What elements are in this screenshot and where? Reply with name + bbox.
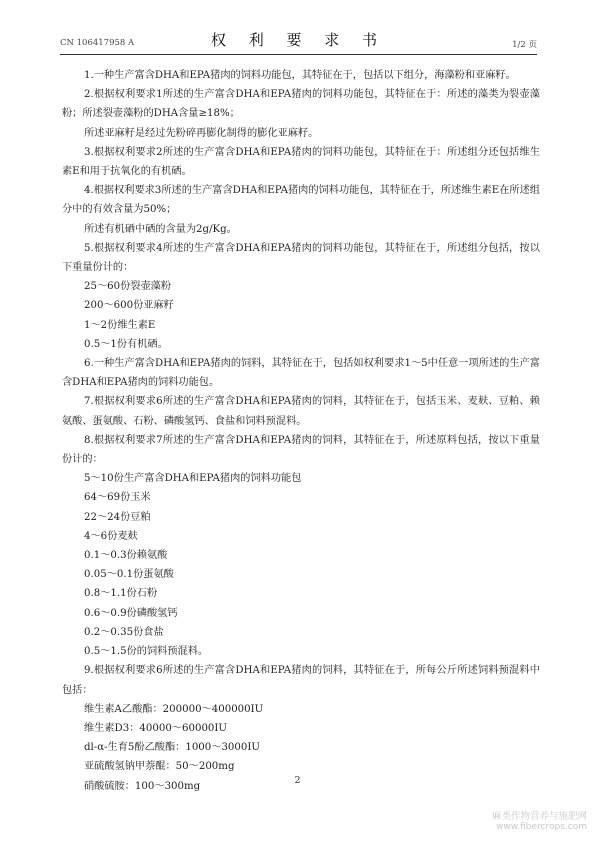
- list-item: 200～600份亚麻籽: [84, 300, 174, 312]
- list-item: 64～69份玉米: [84, 492, 151, 504]
- list-item: 4～6份麦麸: [84, 530, 138, 542]
- claim-paragraph: 1.一种生产富含DHA和EPA猪肉的饲料功能包，其特征在于，包括以下组分，海藻粉和亚麻籽。: [84, 70, 516, 81]
- page-label: 1/2 页: [512, 40, 537, 50]
- list-item: 维生素A乙酸酯：200000～400000IU: [84, 703, 264, 715]
- watermark-text: 麻类作物营养与施肥网: [491, 811, 587, 822]
- watermark-url: www.fibercrops.com: [496, 822, 587, 832]
- list-item: 0.05～0.1份蛋氨酸: [84, 569, 174, 581]
- list-item: 维生素D3：40000～60000IU: [84, 722, 228, 734]
- list-item: 1～2份维生素E: [84, 319, 156, 331]
- document-title: 权 利 要 求 书: [210, 31, 387, 49]
- list-item: 0.8～1.1份石粉: [84, 588, 158, 600]
- claim-paragraph: 2.根据权利要求1所述的生产富含DHA和EPA猪肉的饲料功能包，其特征在于：所述的藻类为裂壶藻粉；所述裂壶藻粉的DHA含量≥18%；: [62, 89, 540, 120]
- list-item: 0.5～1份有机硒。: [84, 338, 168, 350]
- list-item: 硝酸硫胺：100～300mg: [84, 780, 201, 792]
- list-item: dl-α-生育5酚乙酸酯：1000～3000IU: [84, 742, 260, 754]
- list-item: 25～60份裂壶藻粉: [84, 281, 172, 293]
- claim-paragraph: 所述亚麻籽是经过先粉碎再膨化制得的膨化亚麻籽。: [84, 127, 319, 139]
- claim-paragraph: 4.根据权利要求3所述的生产富含DHA和EPA猪肉的饲料功能包，其特征在于，所述维生素E在所述组分中的有效含量为50%；: [62, 185, 540, 216]
- publication-number: CN 106417958 A: [60, 38, 135, 48]
- list-item: 0.2～0.35份食盐: [84, 626, 164, 638]
- list-item: 亚硫酸氢钠甲萘醌：50～200mg: [84, 761, 235, 773]
- page-header: [60, 28, 537, 55]
- claim-paragraph: 5.根据权利要求4所述的生产富含DHA和EPA猪肉的饲料功能包，其特征在于，所述组分包括，按以下重量份计的：: [62, 242, 540, 274]
- list-item: 5～10份生产富含DHA和EPA猪肉的饲料功能包: [84, 473, 302, 485]
- claim-paragraph: 8.根据权利要求7所述的生产富含DHA和EPA猪肉的饲料，其特征在于，所述原料包括，按以下重量份计的：: [62, 434, 540, 466]
- list-item: 22～24份豆粕: [84, 511, 151, 523]
- claims-body: [62, 66, 540, 796]
- claim-paragraph: 3.根据权利要求2所述的生产富含DHA和EPA猪肉的饲料功能包，其特征在于：所述组分还包括维生素E和用于抗氧化的有机硒。: [62, 146, 540, 178]
- claim-paragraph: 9.根据权利要求6所述的生产富含DHA和EPA猪肉的饲料，其特征在于，所每公斤所述饲料预混料中包括：: [62, 665, 540, 696]
- claim-paragraph: 所述有机硒中硒的含量为2g/Kg。: [84, 223, 237, 235]
- claim-paragraph: 7.根据权利要求6所述的生产富含DHA和EPA猪肉的饲料，其特征在于，包括玉米、麦麸、豆粕、赖氨酸、蛋氨酸、石粉、磷酸氢钙、食盐和饲料预混料。: [62, 396, 540, 427]
- list-item: 0.1～0.3份赖氨酸: [84, 550, 168, 562]
- list-item: 0.5～1.5份的饲料预混料。: [84, 646, 209, 658]
- list-item: 0.6～0.9份磷酸氢钙: [84, 607, 178, 619]
- page-number: 2: [294, 775, 301, 786]
- claim-paragraph: 6.一种生产富含DHA和EPA猪肉的饲料，其特征在于，包括如权利要求1～5中任意一项所述的生产富含DHA和EPA猪肉的饲料功能包。: [62, 358, 540, 389]
